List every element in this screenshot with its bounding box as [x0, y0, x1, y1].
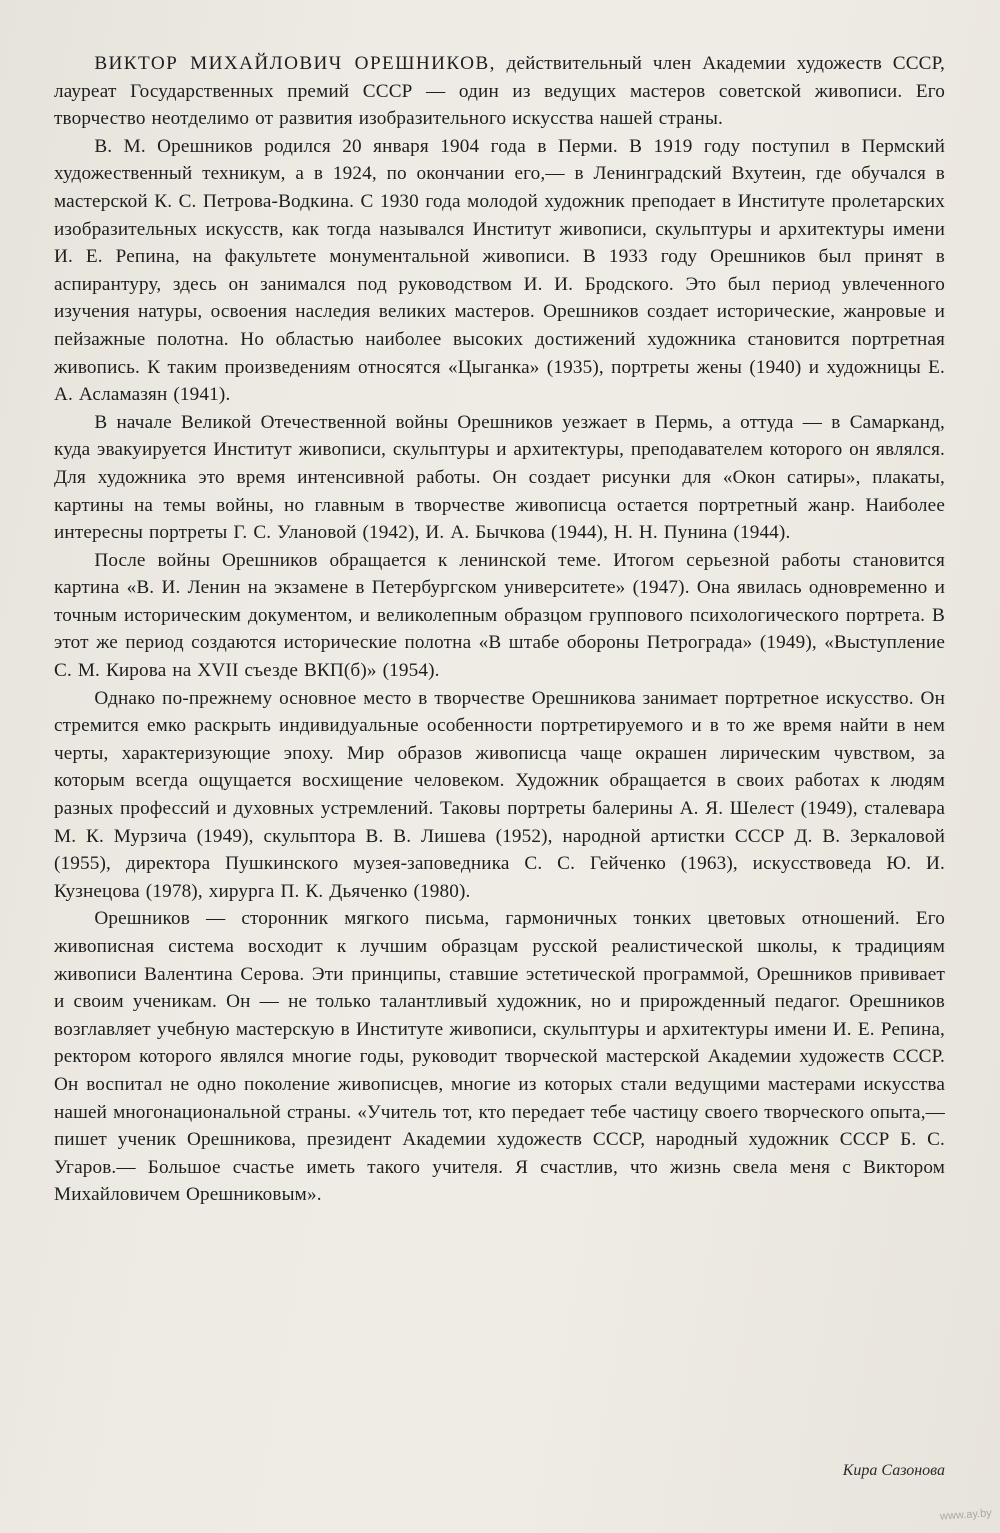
paragraph-portraits: Однако по-прежнему основное место в творчестве Орешникова занимает портретное искусство. Он стремится емко раскрыть индивидуальные особенности портретируемого и в то же время найти в нем черты, характеризующие эпоху. Мир образов живописца чаще окрашен лирическим чувством, за которым всегда ощущается восхищение человеком. Художник обращается в своих работах к людям разных профессий и духовных устремлений. Таковы портреты балерины А. Я. Шелест (1949), сталевара М. К. Мурзича (1949), скульптора В. В. Лишева (1952), народной артистки СССР Д. В. Зеркаловой (1955), директора Пушкинского музея-заповедника С. С. Гейченко (1963), искусствоведа Ю. И. Кузнецова (1978), хирурга П. К. Дьяченко (1980). — [54, 687, 945, 902]
paragraph-war-years: В начале Великой Отечественной войны Орешников уезжает в Пермь, а оттуда — в Самарканд, куда эвакуируется Институт живописи, скульптуры и архитектуры, преподавателем которого он являлся. Для художника это время интенсивной работы. Он создает рисунки для «Окон сатиры», плакаты, картины на темы войны, но главным в творчестве живописца остается портретный жанр. Наиболее интересны портреты Г. С. Улановой (1942), И. А. Бычкова (1944), Н. Н. Пунина (1944). — [54, 411, 945, 544]
lead-name: ВИКТОР МИХАЙЛОВИЧ ОРЕШНИКОВ, — [94, 53, 496, 74]
paragraph-postwar: После войны Орешников обращается к ленинской теме. Итогом серьезной работы становится картина «В. И. Ленин на экзамене в Петербургском университете» (1947). Она явилась одновременно и точным историческим документом, и великолепным образцом группового психологического портрета. В этот же период создаются исторические полотна «В штабе обороны Петрограда» (1949), «Выступление С. М. Кирова на XVII съезде ВКП(б)» (1954). — [54, 549, 945, 682]
article-body — [54, 50, 945, 1209]
site-watermark: www.ay.by — [939, 1507, 993, 1523]
paragraph-biography: В. М. Орешников родился 20 января 1904 года в Перми. В 1919 году поступил в Пермский художественный техникум, а в 1924, по окончании его,— в Ленинградский Вхутеин, где обучался в мастерской К. С. Петрова-Водкина. С 1930 года молодой художник преподает в Институте пролетарских изобразительных искусств, как тогда назывался Институт живописи, скульптуры и архитектуры имени И. Е. Репина, на факультете монументальной живописи. В 1933 году Орешников был принят в аспирантуру, здесь он занимался под руководством И. И. Бродского. Это был период увлеченного изучения натуры, освоения наследия великих мастеров. Орешников создает исторические, жанровые и пейзажные полотна. Но областью наиболее высоких достижений художника становится портретная живопись. К таким произведениям относятся «Цыганка» (1935), портреты жены (1940) и художницы Е. А. Асламазян (1941). — [54, 135, 945, 406]
paragraph-intro — [54, 50, 945, 133]
author-signature: Кира Сазонова — [842, 1462, 945, 1479]
paragraph-intro-text: действительный член Академии художеств СССР, лауреат Государственных премий СССР — один из ведущих мастеров советской живописи. Его творчество неотделимо от развития изобразительного искусства нашей страны. — [54, 53, 945, 130]
paragraph-teaching: Орешников — сторонник мягкого письма, гармоничных тонких цветовых отношений. Его живописная система восходит к лучшим образцам русской реалистической школы, к традициям живописи Валентина Серова. Эти принципы, ставшие эстетической программой, Орешников прививает и своим ученикам. Он — не только талантливый художник, но и прирожденный педагог. Орешников возглавляет учебную мастерскую в Институте живописи, скульптуры и архитектуры имени И. Е. Репина, ректором которого являлся многие годы, руководит творческой мастерской Академии художеств СССР. Он воспитал не одно поколение живописцев, многие из которых стали ведущими мастерами искусства нашей многонациональной страны. «Учитель тот, кто передает тебе частицу своего творческого опыта,— пишет ученик Орешникова, президент Академии художеств СССР, народный художник СССР Б. С. Угаров.— Большое счастье иметь такого учителя. Я счастлив, что жизнь свела меня с Виктором Михайловичем Орешниковым». — [54, 908, 945, 1206]
